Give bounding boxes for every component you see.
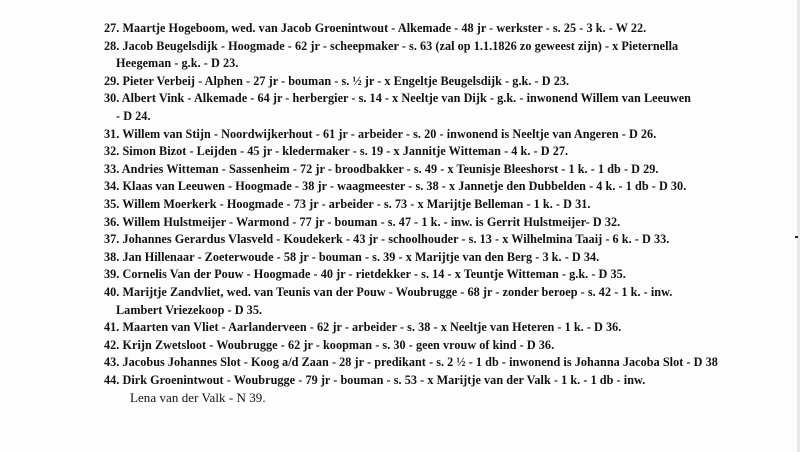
entry-line: 43. Jacobus Johannes Slot - Koog a/d Zaan - 28 jr - predikant - s. 2 ½ - 1 db - inwonend is Johanna Jacoba Slot - D 38 xyxy=(104,355,718,370)
entry-line: 30. Albert Vink - Alkemade - 64 jr - herbergier - s. 14 - x Neeltje van Dijk - g.k. - inwonend Willem van Leeuwen xyxy=(104,91,692,106)
register-entry-27 xyxy=(104,20,800,38)
entry-line: 39. Cornelis Van der Pouw - Hoogmade - 40 jr - rietdekker - s. 14 - x Teuntje Witteman - g.k. - D 35. xyxy=(104,267,626,282)
entry-line: 29. Pieter Verbeij - Alphen - 27 jr - bouman - s. ½ jr - x Engeltje Beugelsdijk - g.k. - D 23. xyxy=(104,73,570,88)
entry-line: 38. Jan Hillenaar - Zoeterwoude - 58 jr - bouman - s. 39 - x Marijtje van den Berg - 3 k. - D 34. xyxy=(104,249,600,264)
entry-line: 40. Marijtje Zandvliet, wed. van Teunis van der Pouw - Woubrugge - 68 jr - zonder beroep - s. 42 - 1 k. - inw. xyxy=(104,284,673,299)
register-entry-32 xyxy=(104,143,800,161)
register-entry-36 xyxy=(104,214,800,232)
entry-line: 33. Andries Witteman - Sassenheim - 72 jr - broodbakker - s. 49 - x Teunisje Bleeshorst - 1 k. - 1 db - D 29. xyxy=(104,161,659,176)
register-entry-44 xyxy=(104,372,800,407)
scan-speck xyxy=(795,236,798,238)
entry-line: 42. Krijn Zwetsloot - Woubrugge - 62 jr - koopman - s. 30 - geen vrouw of kind - D 36. xyxy=(104,337,555,352)
entry-line-continuation: Lena van der Valk - N 39. xyxy=(130,390,266,406)
register-entry-list xyxy=(104,20,800,407)
entry-line-continuation: Heegeman - g.k. - D 23. xyxy=(116,56,239,71)
entry-line: 28. Jacob Beugelsdijk - Hoogmade - 62 jr - scheepmaker - s. 63 (zal op 1.1.1826 zo geweest zijn) - x Pieternella xyxy=(104,38,679,53)
register-entry-39 xyxy=(104,266,800,284)
entry-line-continuation: Lambert Vriezekoop - D 35. xyxy=(116,302,263,317)
register-entry-30 xyxy=(104,90,800,125)
register-entry-33 xyxy=(104,161,800,179)
register-entry-29 xyxy=(104,73,800,91)
register-entry-35 xyxy=(104,196,800,214)
register-entry-37 xyxy=(104,231,800,249)
entry-line: 32. Simon Bizot - Leijden - 45 jr - kledermaker - s. 19 - x Jannitje Witteman - 4 k. - D 27. xyxy=(104,144,569,159)
register-entry-41 xyxy=(104,319,800,337)
register-entry-31 xyxy=(104,126,800,144)
register-entry-42 xyxy=(104,337,800,355)
entry-line: 31. Willem van Stijn - Noordwijkerhout - 61 jr - arbeider - s. 20 - inwonend is Neeltje van Angeren - D 26. xyxy=(104,126,657,141)
register-entry-38 xyxy=(104,249,800,267)
entry-line: 34. Klaas van Leeuwen - Hoogmade - 38 jr - waagmeester - s. 38 - x Jannetje den Dubbelden - 4 k. - 1 db - D 30. xyxy=(104,179,687,194)
entry-line: 35. Willem Moerkerk - Hoogmade - 73 jr - arbeider - s. 73 - x Marijtje Belleman - 1 k. - D 31. xyxy=(104,196,591,211)
entry-line-continuation: - D 24. xyxy=(116,108,151,123)
entry-line: 44. Dirk Groenintwout - Woubrugge - 79 jr - bouman - s. 53 - x Marijtje van der Valk - 1 k. - 1 db - inw. xyxy=(104,372,646,387)
entry-line: 37. Johannes Gerardus Vlasveld - Koudekerk - 43 jr - schoolhouder - s. 13 - x Wilhelmina Taaij - 6 k. - D 33. xyxy=(104,232,670,247)
register-entry-28 xyxy=(104,38,800,73)
register-entry-43 xyxy=(104,354,800,372)
register-entry-40 xyxy=(104,284,800,319)
entry-line: 27. Maartje Hogeboom, wed. van Jacob Groenintwout - Alkemade - 48 jr - werkster - s. 25 - 3 k. - W 22. xyxy=(104,21,647,35)
register-entry-34 xyxy=(104,178,800,196)
entry-line: 36. Willem Hulstmeijer - Warmond - 77 jr - bouman - s. 47 - 1 k. - inw. is Gerrit Hulstmeijer- D 32. xyxy=(104,214,621,229)
entry-line: 41. Maarten van Vliet - Aarlanderveen - 62 jr - arbeider - s. 38 - x Neeltje van Heteren - 1 k. - D 36. xyxy=(104,320,622,335)
